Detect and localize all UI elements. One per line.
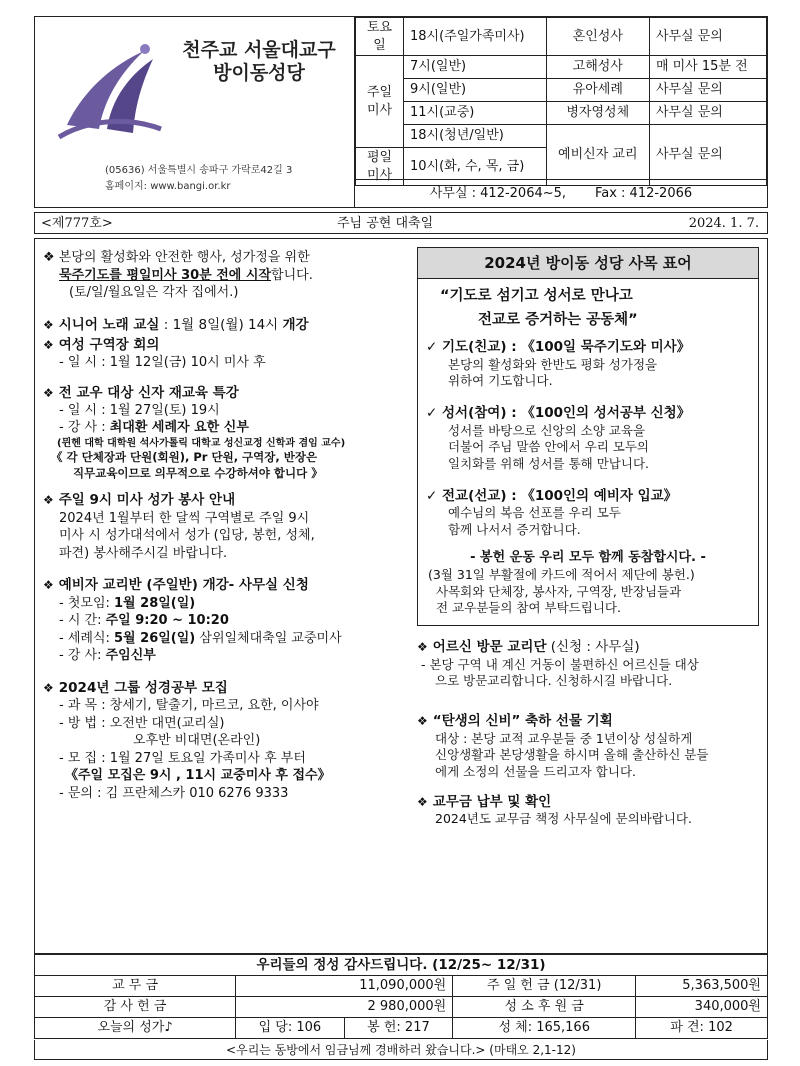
sacrament-value: 사무실 문의 [649, 102, 766, 125]
diamond-icon: ❖ [43, 385, 54, 400]
gospel-footer: <우리는 동방에서 임금님께 경배하러 왔습니다.> (마태오 2,1-12) [34, 1040, 768, 1060]
sacrament-value: 사무실 문의 [649, 79, 766, 102]
issue-date: 2024. 1. 7. [688, 216, 759, 231]
office-fax: Fax : 412-2066 [594, 186, 693, 201]
notice-elder-visit: ❖ 어르신 방문 교리단 (신청 : 사무실) [417, 639, 640, 656]
feast-name: 주님 공현 대축일 [337, 216, 434, 231]
diamond-icon: ❖ [43, 337, 54, 352]
diamond-icon: ❖ [43, 680, 54, 695]
parish-title-line1: 천주교 서울대교구 [182, 39, 336, 61]
weekday-label: 평일미사 [356, 148, 404, 186]
sat-label: 토요일 [356, 18, 404, 56]
sacrament-value: 사무실 문의 [649, 125, 766, 186]
sacrament-value: 매 미사 15분 전 [649, 56, 766, 79]
sat-mass: 18시(주일가족미사) [404, 18, 547, 56]
office-phone: 사무실 : 412-2064~5, [429, 186, 567, 201]
diamond-icon: ❖ [417, 714, 428, 729]
hymn-recessional: 파 견: 102 [636, 1018, 768, 1039]
hymn-offertory: 봉 헌: 217 [344, 1018, 453, 1039]
parish-logo-icon [49, 29, 169, 149]
diamond-icon: ❖ [43, 317, 54, 332]
pastoral-motto-title: 2024년 방이동 성당 사목 표어 [418, 248, 758, 279]
diamond-icon: ❖ [417, 795, 428, 810]
sacrament-label: 예비신자 교리 [546, 125, 649, 186]
hymn-label: 오늘의 성가♪ [35, 1018, 236, 1039]
bulletin-body [34, 238, 768, 954]
parish-address: (05636) 서울특별시 송파구 가락로42길 3 [105, 165, 293, 176]
sun-label: 주일미사 [356, 56, 404, 148]
hymn-entrance: 입 당: 106 [236, 1018, 345, 1039]
right-column: 2024년 방이동 성당 사목 표어 “기도로 섬기고 성서로 만나고 전교로 증거하는 공동체” ✓ 기도(친교) : 《100일 묵주기도와 미사》 본당의 활성화와 한반도 평화 성가정을 위하여 기도합니다. ✓ 성서(참여) : 《100인의 성서공부 신청》 성서를 바탕으로 신앙의 소양 교육을 더불어 주님 말씀 안에서 우리 모두의 일치화를 위해 성서를 통해 만납니다. ✓ 전교(선교) : 《100인의 예비자 입교》 예수님의 복음 선포를 우리 모두 함께 나서서 증거합니다. - 봉헌 운동 우리 모두 함께 동참합시다. - (3월 31일 부활절에 카드에 적어서 제단에 봉헌.) 사목회와 단체장, 봉사자, 구역장, 반장님들과 전 교우분들의 참여 부탁드립니다. ❖ 어르신 방문 교리단 (신청 : 사무실) - 본당 구역 내 계신 거동이 불편하신 어르신들 대상 으로 방문교리합니다. 신청하시길 바랍니다. ❖ “탄생의 신비” 축하 선물 기획 대상 : 본당 교적 교우분들 중 1년이상 성실하게 신앙생활과 본당생활을 하시며 올해 출산하신 분들 에게 소정의 선물을 드리고자 합니다. ❖ 교무금 납부 및 확인 2024년도 교무금 책정 사무실에 문의바랍니다. [417, 247, 759, 828]
issue-bar [34, 212, 768, 234]
left-column: ❖ 본당의 활성화와 안전한 행사, 성가정을 위한 묵주기도를 평일미사 30분 전에 시작합니다. (토/일/월요일은 각자 집에서.) ❖ 시니어 노래 교실 : 1월 8일(월) 14시 개강 ❖ 여성 구역장 회의 - 일 시 : 1월 12일(금) 10시 미사 후 ❖ 전 교우 대상 신자 재교육 특강 - 일 시 : 1월 27일(토) 19시 - 강 사 : 최대환 세례자 요한 신부 (뮌헨 대학 대학원 석사가톨릭 대학교 성신교정 신학과 겸임 교수) 《 각 단체장과 단원(회원), Pr 단원, 구역장, 반장은 직무교육이므로 의무적으로 수강하셔야 합니다 》 ❖ 주일 9시 미사 성가 봉사 안내 2024년 1월부터 한 달씩 구역별로 주일 9시 미사 시 성가대석에서 성가 (입당, 봉헌, 성체, 파견) 봉사해주시길 바랍니다. ❖ 예비자 교리반 (주일반) 개강- 사무실 신청 - 첫모임: 1월 28일(일) - 시 간: 주일 9:20 ~ 10:20 - 세례식: 5월 26일(일) 삼위일체대축일 교중미사 - 강 사: 주임신부 ❖ 2024년 그룹 성경공부 모집 - 과 목 : 창세기, 탈출기, 마르코, 요한, 이사야 - 방 법 : 오전반 대면(교리실) 오후반 비대면(온라인) - 모 집 : 1월 27일 토요일 가족미사 후 부터 《주일 모집은 9시 , 11시 교중미사 후 접수》 - 문의 : 김 프란체스카 010 6276 9333 [43, 249, 403, 802]
sacrament-label: 혼인성사 [546, 18, 649, 56]
parish-address-block [105, 163, 292, 195]
motto-line-2: 전교로 증거하는 공동체” [478, 311, 638, 328]
sun-mass: 7시(일반) [404, 56, 547, 79]
notice-dues: ❖ 교무금 납부 및 확인 [417, 794, 552, 811]
notice-prayer: ❖ 본당의 활성화와 안전한 행사, 성가정을 위한 [43, 250, 310, 265]
offering-table-title: 우리들의 정성 감사드립니다. (12/25~ 12/31) [35, 955, 768, 976]
sacrament-label: 병자영성체 [546, 102, 649, 125]
offering-campaign-title: - 봉헌 운동 우리 모두 함께 동참합시다. - [470, 550, 706, 566]
offering-table: 우리들의 정성 감사드립니다. (12/25~ 12/31) 교 무 금 11,090,000원 주 일 헌 금 (12/31) 5,363,500원 감 사 헌 금 2 980,000원 성 소 후 원 금 340,000원 오늘의 성가♪ 입 당: 106 봉 헌: 217 성 체: 165,166 파 견: 102 [34, 954, 768, 1040]
parish-logo-box [35, 17, 355, 207]
issue-number: <제777호> [41, 216, 113, 231]
sacrament-label: 유아세례 [546, 79, 649, 102]
bulletin-page [34, 16, 768, 1060]
diamond-icon: ❖ [43, 493, 54, 508]
diamond-icon: ❖ [43, 250, 55, 265]
motto-item-prayer: ✓ 기도(친교) : 《100일 묵주기도와 미사》 본당의 활성화와 한반도 평화 성가정을 위하여 기도합니다. [426, 339, 691, 389]
notice-women: ❖ 여성 구역장 회의 [43, 336, 160, 353]
parish-title-line2: 방이동성당 [213, 61, 305, 84]
sacrament-value: 사무실 문의 [649, 18, 766, 56]
diamond-icon: ❖ [417, 640, 428, 655]
motto-item-mission: ✓ 전교(선교) : 《100인의 예비자 입교》 예수님의 복음 선포를 우리 모두 함께 나서서 증거합니다. [426, 488, 678, 538]
notice-choir: ❖ 주일 9시 미사 성가 봉사 안내 [43, 492, 236, 509]
notice-senior: ❖ 시니어 노래 교실 : 1월 8일(월) 14시 개강 [43, 316, 309, 333]
motto-line-1: “기도로 섬기고 성서로 만나고 [440, 288, 633, 305]
notice-birth-gift: ❖ “탄생의 신비” 축하 선물 기획 [417, 713, 613, 730]
parish-homepage: 홈페이지: www.bangi.or.kr [105, 181, 231, 192]
sun-mass: 9시(일반) [404, 79, 547, 102]
notice-bible-study: ❖ 2024년 그룹 성경공부 모집 [43, 679, 228, 696]
weekday-mass: 10시(화, 수, 목, 금) [404, 148, 547, 186]
parish-title [169, 39, 349, 85]
sacrament-label: 고해성사 [546, 56, 649, 79]
hymn-communion: 성 체: 165,166 [453, 1018, 636, 1039]
rosary-highlight: 묵주기도를 평일미사 30분 전에 시작 [59, 267, 272, 283]
pastoral-motto-box: 2024년 방이동 성당 사목 표어 “기도로 섬기고 성서로 만나고 전교로 증거하는 공동체” ✓ 기도(친교) : 《100일 묵주기도와 미사》 본당의 활성화와 한반도 평화 성가정을 위하여 기도합니다. ✓ 성서(참여) : 《100인의 성서공부 신청》 성서를 바탕으로 신앙의 소양 교육을 더불어 주님 말씀 안에서 우리 모두의 일치화를 위해 성서를 통해 만납니다. ✓ 전교(선교) : 《100인의 예비자 입교》 예수님의 복음 선포를 우리 모두 함께 나서서 증거합니다. - 봉헌 운동 우리 모두 함께 동참합시다. - (3월 31일 부활절에 카드에 적어서 제단에 봉헌.) 사목회와 단체장, 봉사자, 구역장, 반장님들과 전 교우분들의 참여 부탁드립니다. [417, 247, 759, 626]
mass-schedule-table [355, 17, 767, 183]
sun-mass: 11시(교중) [404, 102, 547, 125]
bulletin-header [34, 16, 768, 208]
office-contact [355, 179, 767, 207]
diamond-icon: ❖ [43, 578, 54, 593]
motto-item-bible: ✓ 성서(참여) : 《100인의 성서공부 신청》 성서를 바탕으로 신앙의 소양 교육을 더불어 주님 말씀 안에서 우리 모두의 일치화를 위해 성서를 통해 만납니다. [426, 405, 691, 472]
notice-education: ❖ 전 교우 대상 신자 재교육 특강 [43, 384, 239, 401]
sun-mass: 18시(청년/일반) [404, 125, 547, 148]
notice-catechism: ❖ 예비자 교리반 (주일반) 개강- 사무실 신청 [43, 577, 309, 594]
